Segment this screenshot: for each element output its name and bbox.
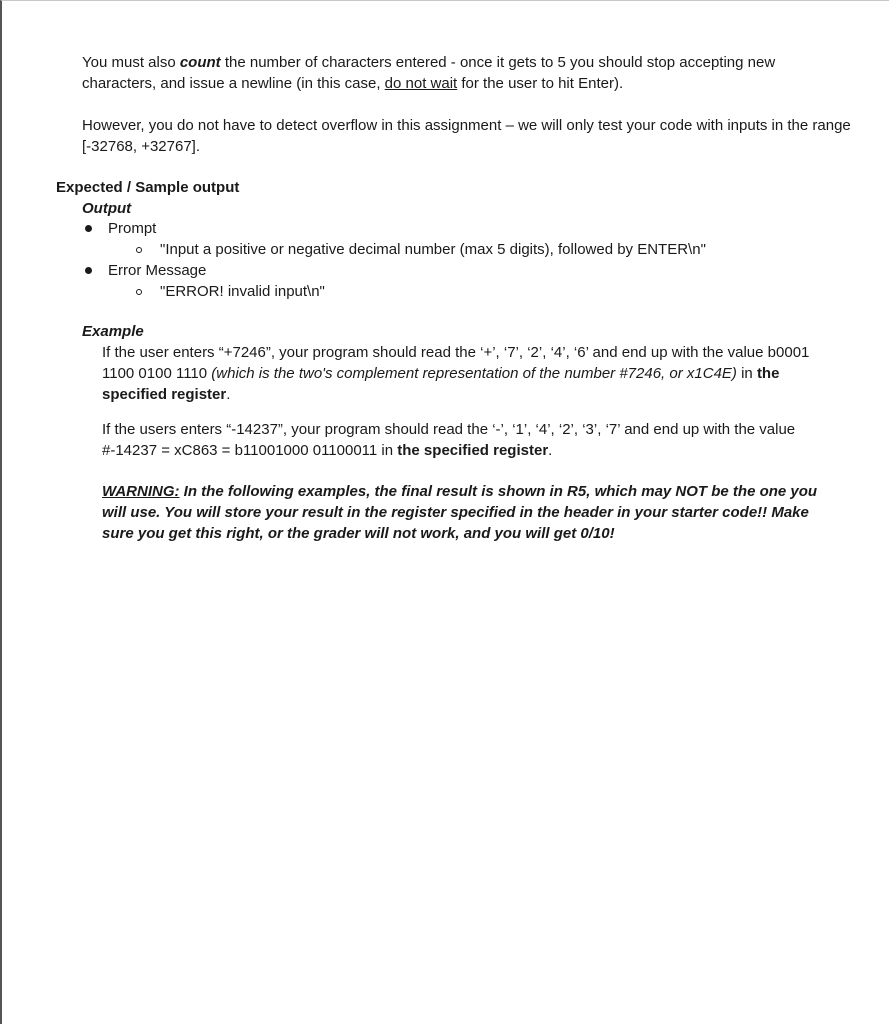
bullet-error-label: Error Message — [108, 262, 207, 279]
para1-emphasis: count — [179, 54, 221, 71]
bullet-dot-icon — [85, 267, 92, 274]
warning-paragraph — [102, 481, 842, 544]
subbullet-prompt-text: "Input a positive or negative decimal number (max 5 digits), followed by ENTER\n" — [160, 241, 706, 258]
subbullet-error-text: "ERROR! invalid input\n" — [160, 283, 325, 300]
example-p1-bold: the specified register — [102, 365, 780, 403]
subbullet-prompt — [136, 239, 706, 260]
example-paragraph-1 — [102, 342, 842, 405]
example-p1-mid: in — [736, 365, 757, 382]
bullet-prompt-label: Prompt — [108, 220, 157, 237]
example-paragraph-2 — [102, 419, 822, 461]
warning-text: In the following examples, the final result is shown in R5, which may NOT be the one you will use. You will store your result in the register specified in the header in your starter code!! Make sure you get this right, or the grader will not work, and you will get 0/10! — [102, 483, 818, 542]
example-p1-pre: If the user enters “+7246”, your program should read the ‘+’, ‘7’, ‘2’, ‘4’, ‘6’ and end up with the value b0001 1100 0100 1110 — [102, 344, 810, 382]
section-heading: Expected / Sample output — [56, 179, 240, 196]
paragraph-overflow — [82, 115, 852, 157]
paragraph-count-characters — [82, 52, 842, 94]
bullet-dot-icon — [85, 225, 92, 232]
example-p1-end: . — [226, 386, 231, 403]
example-p2-bold: the specified register — [397, 442, 549, 459]
bullet-error-message — [85, 260, 206, 281]
example-p1-italic: (which is the two's complement representation of the number #7246, or x1C4E) — [211, 365, 737, 382]
subbullet-circle-icon — [136, 289, 142, 295]
example-p2-pre: If the users enters “-14237”, your program should read the ‘-’, ‘1’, ‘4’, ‘2’, ‘3’, ‘7’ and end up with the value #-14237 = xC863 = b11001000 01100011 in — [102, 421, 796, 459]
bullet-prompt — [85, 218, 156, 239]
example-heading: Example — [82, 323, 144, 340]
para1-mid: the number of characters entered - once it gets to 5 you should stop accepting new characters, and issue a newline (in this case, — [82, 54, 776, 92]
subbullet-error — [136, 281, 325, 302]
para1-underlined: do not wait — [384, 75, 458, 92]
warning-label: WARNING: — [102, 483, 180, 500]
para1-post: for the user to hit Enter). — [457, 75, 624, 92]
subbullet-circle-icon — [136, 247, 142, 253]
para1-pre: You must also — [82, 54, 180, 71]
example-p2-end: . — [548, 442, 553, 459]
para2-text: However, you do not have to detect overflow in this assignment – we will only test your code with inputs in the range [-32768, +32767]. — [82, 117, 851, 155]
output-heading: Output — [82, 200, 132, 217]
